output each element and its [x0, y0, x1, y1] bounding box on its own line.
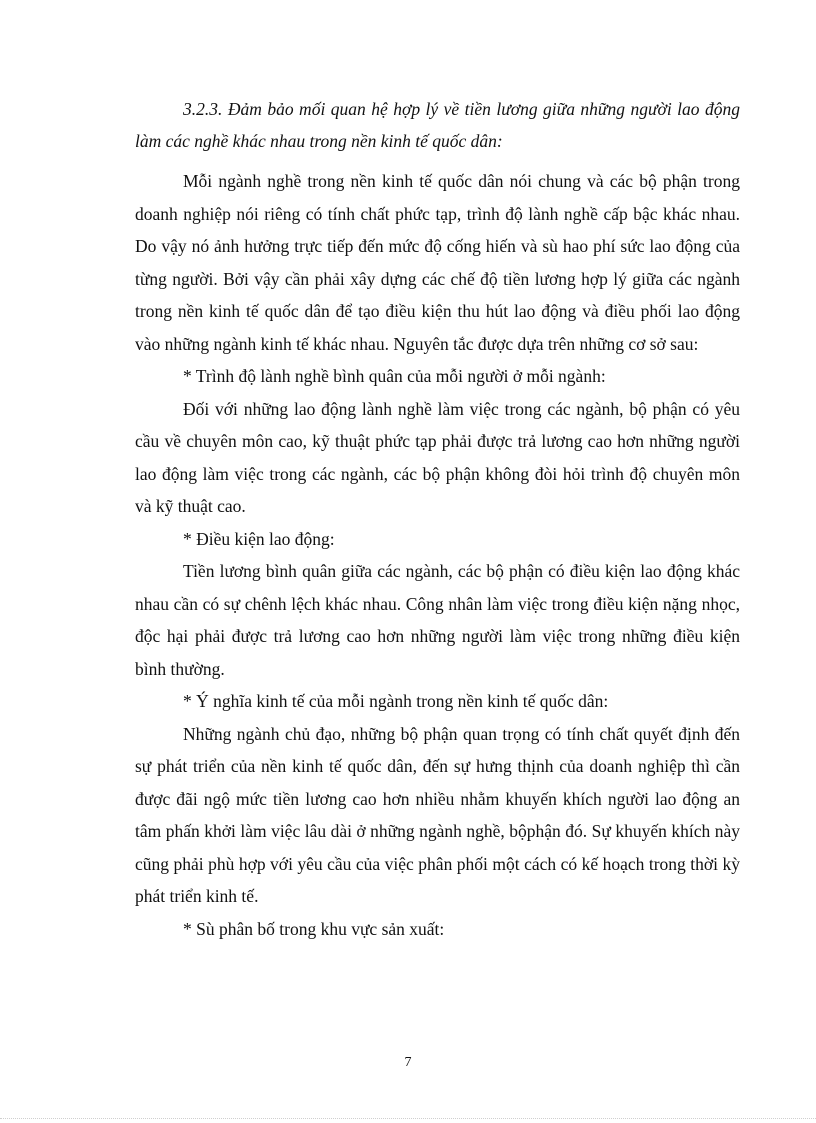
bullet-distribution: * Sù phân bố trong khu vực sản xuất: [183, 918, 445, 939]
paragraph-working-conditions: Tiền lương bình quân giữa các ngành, các bộ phận có điều kiện lao động khác nhau cần có sự chênh lệch khác nhau. Công nhân làm việc trong điều kiện nặng nhọc, độc hại phải được trả lương cao hơn những người làm việc trong những điều kiện bình thường. [135, 561, 740, 679]
page-content [135, 93, 740, 945]
page-bottom-divider [0, 1118, 816, 1119]
page-number: 7 [404, 1055, 412, 1070]
bullet-economic-significance: * Ý nghĩa kinh tế của mỗi ngành trong nền kinh tế quốc dân: [183, 691, 609, 711]
paragraph-skill-level: Đối với những lao động lành nghề làm việc trong các ngành, bộ phận có yêu cầu về chuyên môn cao, kỹ thuật phức tạp phải được trả lương cao hơn những người lao động làm việc trong các ngành, các bộ phận không đòi hỏi trình độ chuyên môn và kỹ thuật cao. [135, 398, 740, 516]
bullet-skill-level: * Trình độ lành nghề bình quân của mỗi người ở mỗi ngành: [183, 366, 606, 386]
bullet-working-conditions: * Điều kiện lao động: [183, 528, 335, 549]
paragraph-intro: Mỗi ngành nghề trong nền kinh tế quốc dân nói chung và các bộ phận trong doanh nghiệp nói riêng có tính chất phức tạp, trình độ lành nghề cấp bậc khác nhau. Do vậy nó ảnh hưởng trực tiếp đến mức độ cống hiến và sù hao phí sức lao động của từng người. Bởi vậy cần phải xây dựng các chế độ tiền lương hợp lý giữa các ngành trong nền kinh tế quốc dân để tạo điều kiện thu hút lao động và điều phối lao động vào những ngành kinh tế khác nhau. Nguyên tắc được dựa trên những cơ sở sau: [135, 171, 740, 354]
section-heading: 3.2.3. Đảm bảo mối quan hệ hợp lý về tiền lương giữa những người lao động làm các nghề khác nhau trong nền kinh tế quốc dân: [135, 99, 740, 151]
paragraph-economic-significance: Những ngành chủ đạo, những bộ phận quan trọng có tính chất quyết định đến sự phát triển của nền kinh tế quốc dân, đến sự hưng thịnh của doanh nghiệp thì cần được đãi ngộ mức tiền lương cao hơn nhiều nhằm khuyến khích người lao động an tâm phấn khởi làm việc lâu dài ở những ngành nghề, bộphận đó. Sự khuyến khích này cũng phải phù hợp với yêu cầu của việc phân phối một cách có kế hoạch trong thời kỳ phát triển kinh tế. [135, 723, 740, 906]
